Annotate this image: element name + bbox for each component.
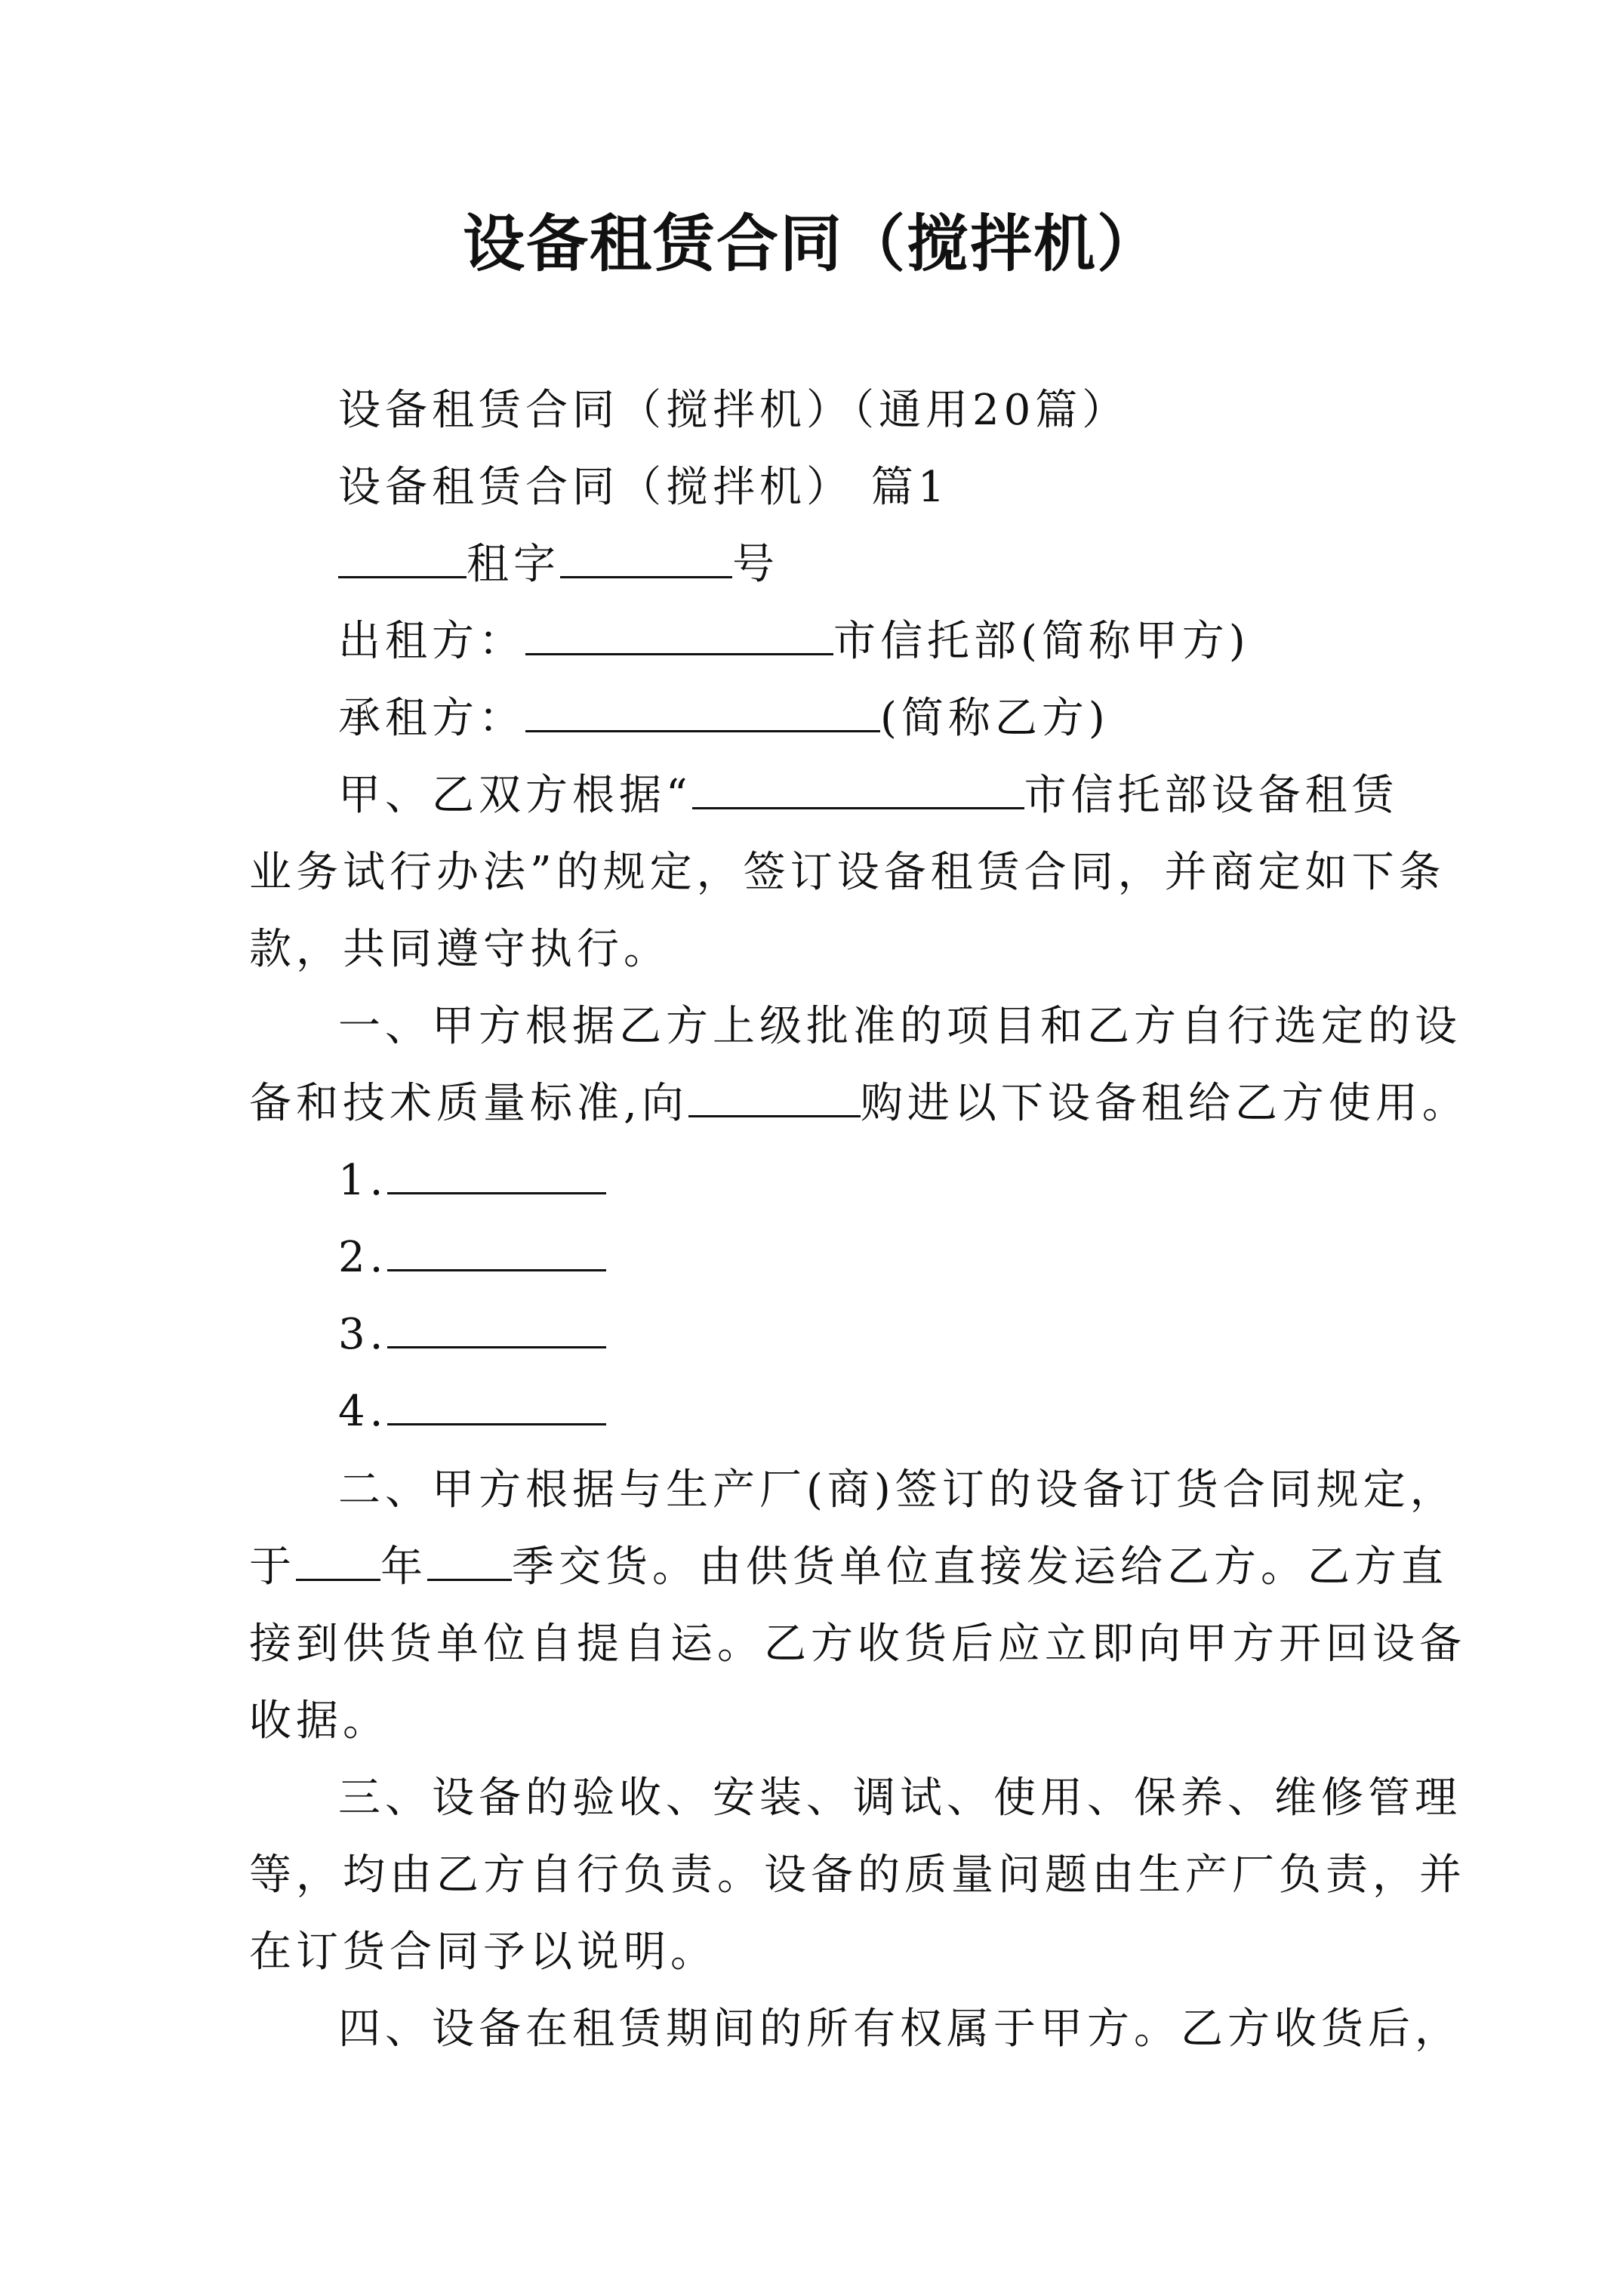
blank-field — [688, 1077, 861, 1117]
intro-line-2: 业务试行办法”的规定，签订设备租赁合同，并商定如下条 — [249, 848, 1446, 897]
intro-line-3: 款，共同遵守执行。 — [249, 925, 670, 974]
subtitle: 设备租赁合同（搅拌机）（通用20篇） — [338, 386, 1129, 435]
clause-2-line-3: 接到供货单位自提自运。乙方收货后应立即向甲方开回设备 — [249, 1620, 1466, 1669]
blank-field — [338, 538, 467, 578]
clause-4-line-1: 四、设备在租赁期间的所有权属于甲方。乙方收货后， — [338, 2005, 1461, 2054]
blank-field — [387, 1385, 606, 1425]
blank-field — [525, 692, 880, 732]
clause-1-line-2: 备和技术质量标准,向 购进以下设备租给乙方使用。 — [249, 1079, 1469, 1128]
blank-field — [525, 615, 833, 655]
blank-field — [560, 538, 732, 578]
clause-3-line-2: 等，均由乙方自行负责。设备的质量问题由生产厂负责，并 — [249, 1851, 1466, 1900]
list-item: 3. — [338, 1306, 606, 1364]
clause-2-line-1: 二、甲方根据与生产厂(商)签订的设备订货合同规定， — [338, 1465, 1457, 1515]
section-heading: 设备租赁合同（搅拌机） 篇1 — [338, 463, 950, 512]
list-item: 4. — [338, 1383, 606, 1441]
list-item: 1. — [338, 1152, 606, 1210]
lessee-line: 承租方： (简称乙方) — [338, 694, 1110, 743]
intro-line-1: 甲、乙双方根据“ 市信托部设备租赁 — [338, 771, 1399, 820]
blank-field — [427, 1541, 512, 1581]
blank-field — [692, 769, 1024, 809]
clause-1-line-1: 一、甲方根据乙方上级批准的项目和乙方自行选定的设 — [338, 1002, 1461, 1051]
clause-2-line-4: 收据。 — [249, 1697, 390, 1746]
blank-field — [387, 1308, 606, 1348]
blank-field — [387, 1154, 606, 1194]
contract-number-line: 租字 号 — [338, 536, 779, 593]
clause-2-line-2: 于 年 季交货。由供货单位直接发运给乙方。乙方直 — [249, 1542, 1448, 1592]
lessor-line: 出租方： 市信托部(简称甲方) — [338, 617, 1250, 666]
document-title: 设备租赁合同（搅拌机） — [462, 208, 1160, 280]
clause-3-line-1: 三、设备的验收、安装、调试、使用、保养、维修管理 — [338, 1774, 1461, 1823]
blank-field — [387, 1231, 606, 1271]
clause-3-line-3: 在订货合同予以说明。 — [249, 1928, 717, 1977]
blank-field — [296, 1541, 380, 1581]
list-item: 2. — [338, 1229, 606, 1287]
